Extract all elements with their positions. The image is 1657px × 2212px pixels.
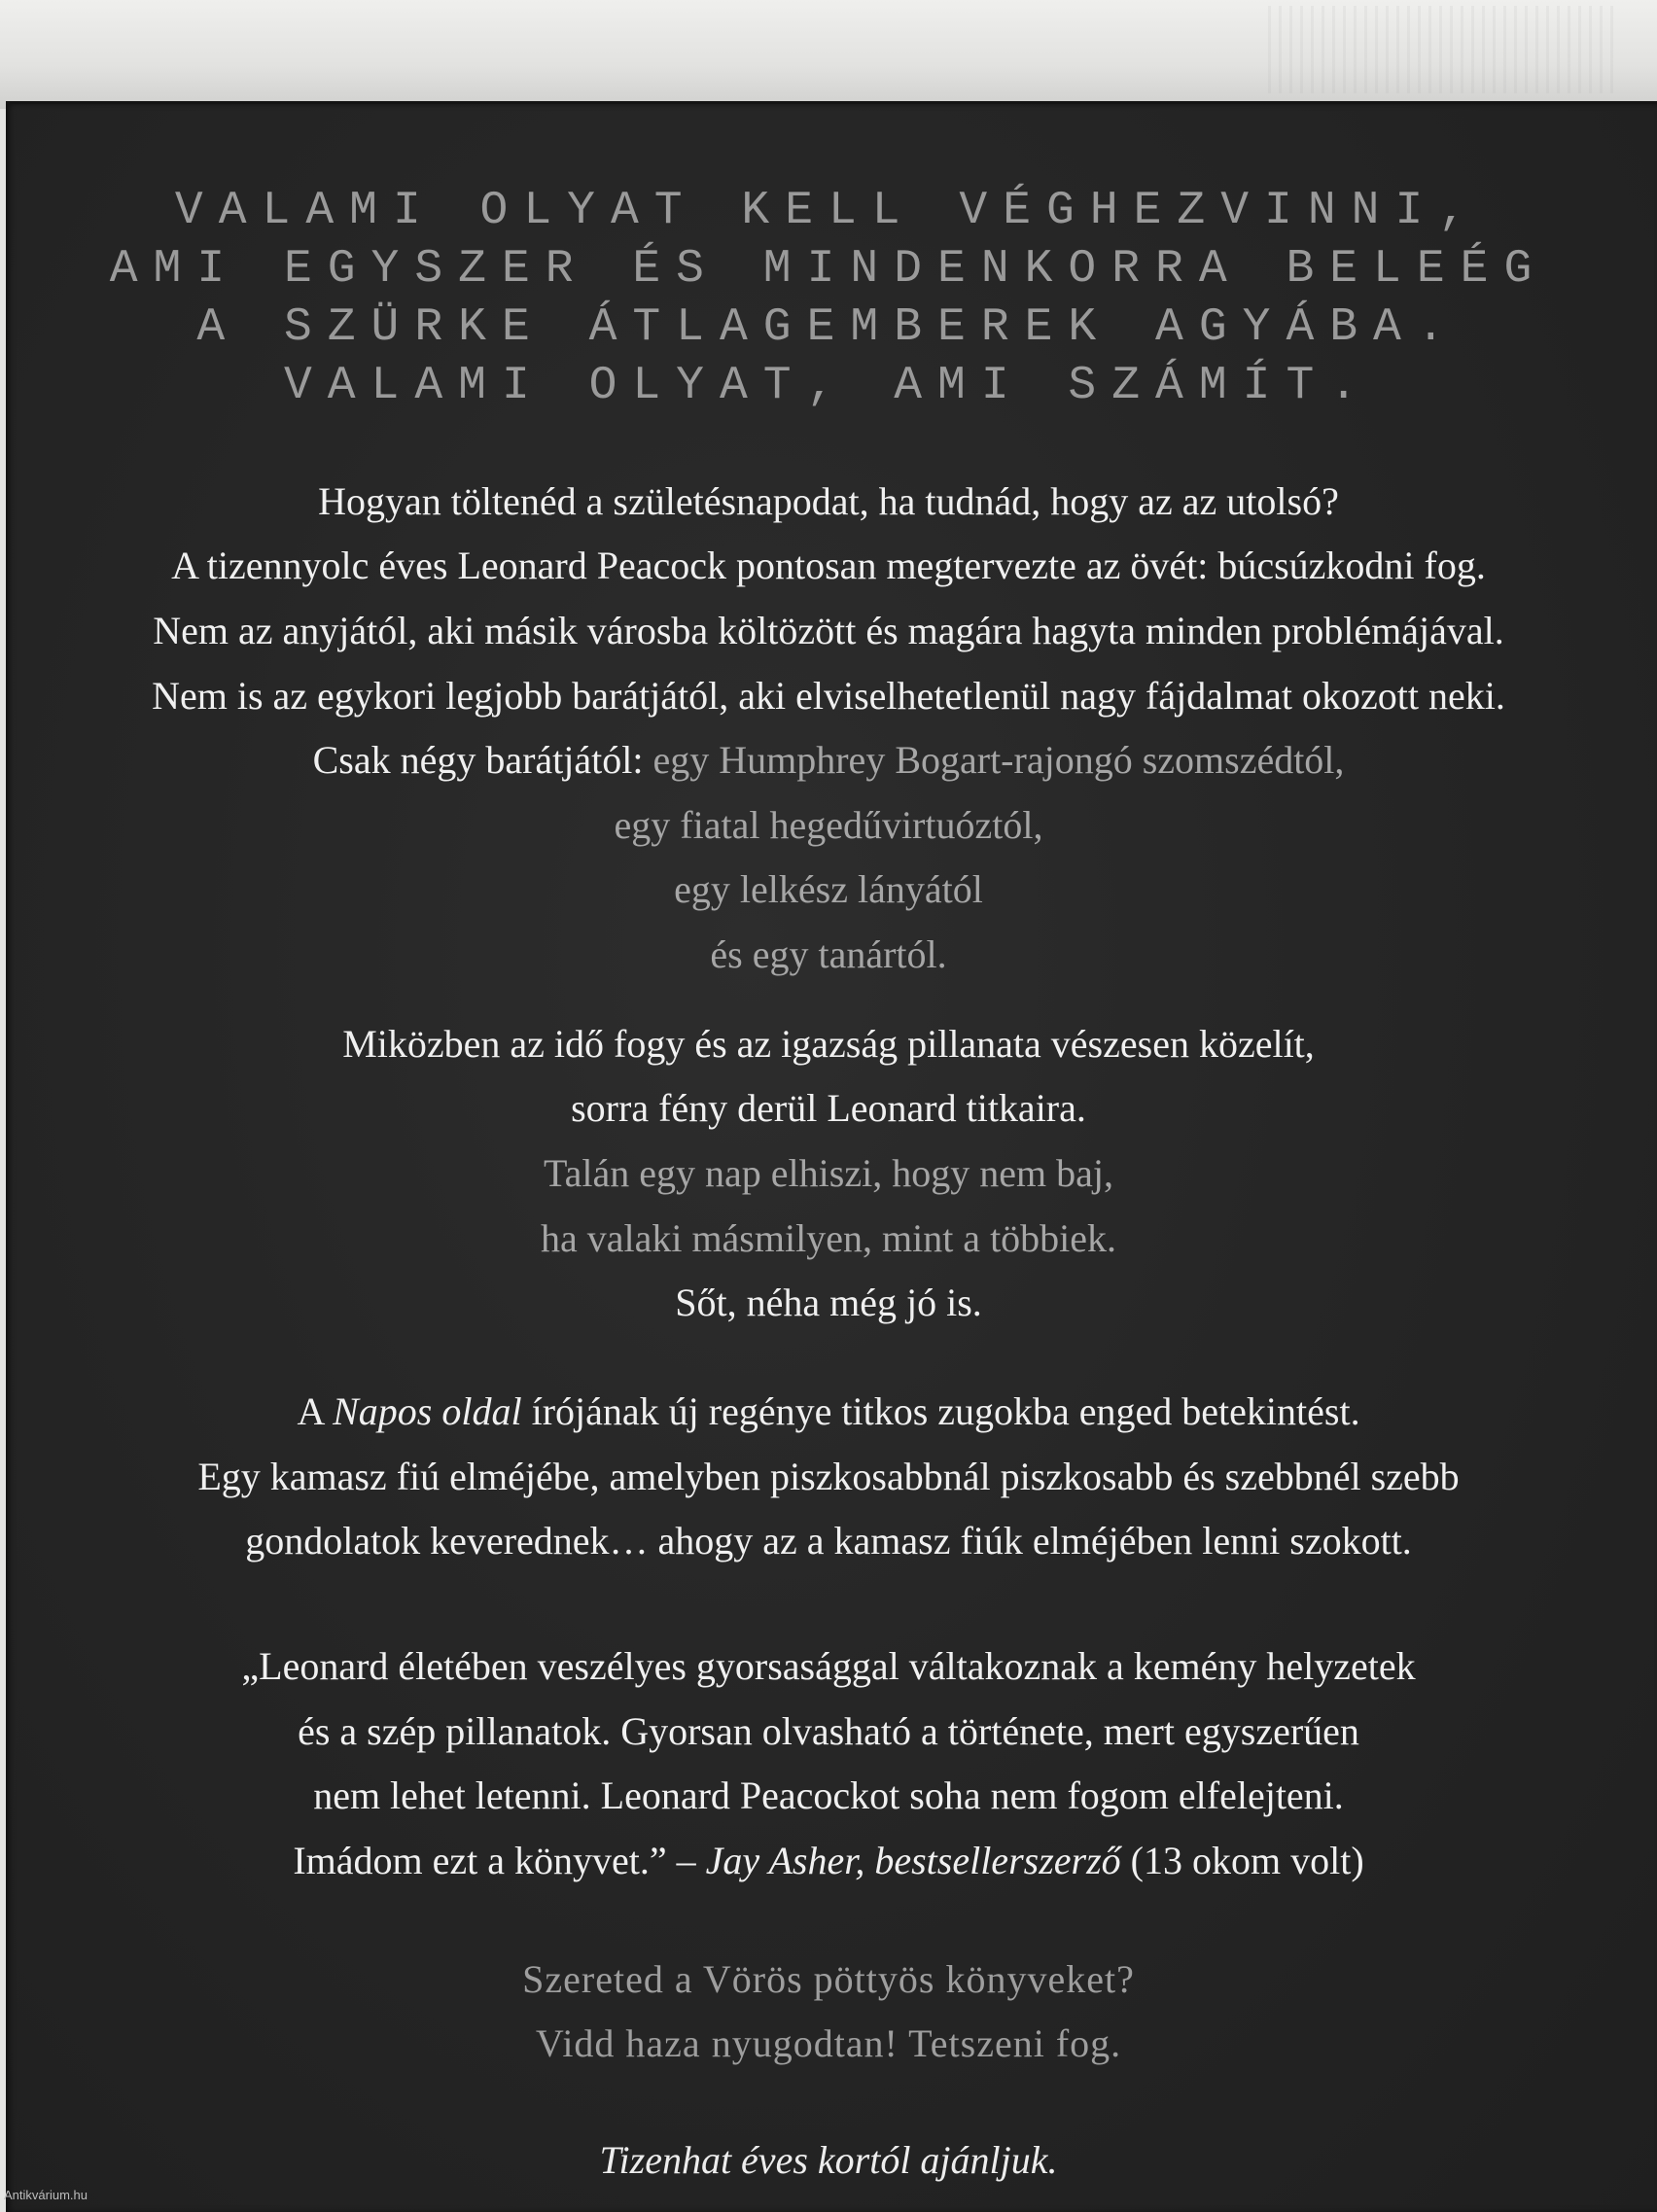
watermark: Antikvárium.hu — [4, 2188, 88, 2202]
promo-line-1: Szereted a Vörös pöttyös könyveket? — [522, 1957, 1135, 2001]
blurb-line-3: Nem az anyjától, aki másik városba költözött és magára hagyta minden problémájával. — [153, 609, 1504, 652]
about-line-2: Egy kamasz fiú elméjébe, amelyben piszkosabbnál piszkosabb és szebbnél szebb — [197, 1455, 1460, 1498]
blurb-line-4: Nem is az egykori legjobb barátjától, aki elviselhetetlenül nagy fájdalmat okozott neki. — [152, 674, 1505, 718]
blurb-line-2: A tizennyolc éves Leonard Peacock pontosan megtervezte az övét: búcsúzkodni fog. — [171, 544, 1486, 587]
about-line-1-b: írójának új regénye titkos zugokba enged betekintést. — [521, 1389, 1360, 1433]
about-book-title: Napos oldal — [333, 1389, 522, 1433]
blurb-line-7: egy lelkész lányától — [674, 867, 983, 911]
about-line-1-a: A — [297, 1389, 334, 1433]
quote-attribution: Jay Asher, bestsellerszerző — [705, 1839, 1121, 1882]
middle-line-3: Talán egy nap elhiszi, hogy nem baj, — [544, 1151, 1113, 1195]
headline-line-2: AMI EGYSZER ÉS MINDENKORRA BELEÉG — [109, 243, 1548, 296]
quote-line-1: „Leonard életében veszélyes gyorsasággal váltakoznak a kemény helyzetek — [241, 1644, 1416, 1688]
middle-line-4: ha valaki másmilyen, mint a többiek. — [540, 1216, 1117, 1260]
blurb-line-1: Hogyan töltenéd a születésnapodat, ha tudnád, hogy az az utolsó? — [318, 479, 1339, 523]
blurb-line-5-grey: egy Humphrey Bogart-rajongó szomszédtól, — [652, 738, 1345, 782]
show-through-text — [1268, 6, 1618, 93]
quote-line-4-b: (13 okom volt) — [1120, 1839, 1364, 1882]
blurb-line-8: és egy tanártól. — [710, 932, 947, 976]
blurb-line-5-start: Csak négy barátjától: — [312, 738, 653, 782]
age-recommendation: Tizenhat éves kortól ajánljuk. — [599, 2138, 1058, 2182]
middle-line-1: Miközben az idő fogy és az igazság pillanata vészesen közelít, — [342, 1022, 1315, 1066]
blurb-line-5 — [0, 737, 1657, 783]
paper-background — [0, 0, 1657, 109]
quote-line-3: nem lehet letenni. Leonard Peacockot soha nem fogom elfelejteni. — [313, 1773, 1344, 1817]
about-line-3: gondolatok keverednek… ahogy az a kamasz fiúk elméjében lenni szokott. — [245, 1519, 1412, 1562]
middle-line-2: sorra fény derül Leonard titkaira. — [571, 1086, 1086, 1130]
promo-line-2: Vidd haza nyugodtan! Tetszeni fog. — [535, 2021, 1122, 2065]
quote-line-4-a: Imádom ezt a könyvet.” – — [293, 1839, 706, 1882]
headline-line-4: VALAMI OLYAT, AMI SZÁMÍT. — [283, 360, 1374, 412]
headline-line-3: A SZÜRKE ÁTLAGEMBEREK AGYÁBA. — [196, 301, 1461, 354]
blurb-line-6: egy fiatal hegedűvirtuóztól, — [614, 803, 1043, 847]
quote-line-4 — [0, 1838, 1657, 1883]
headline-line-1: VALAMI OLYAT KELL VÉGHEZVINNI, — [174, 185, 1483, 237]
about-line-1 — [0, 1388, 1657, 1434]
quote-line-2: és a szép pillanatok. Gyorsan olvasható a története, mert egyszerűen — [298, 1709, 1359, 1753]
middle-line-5: Sőt, néha még jó is. — [675, 1281, 982, 1324]
